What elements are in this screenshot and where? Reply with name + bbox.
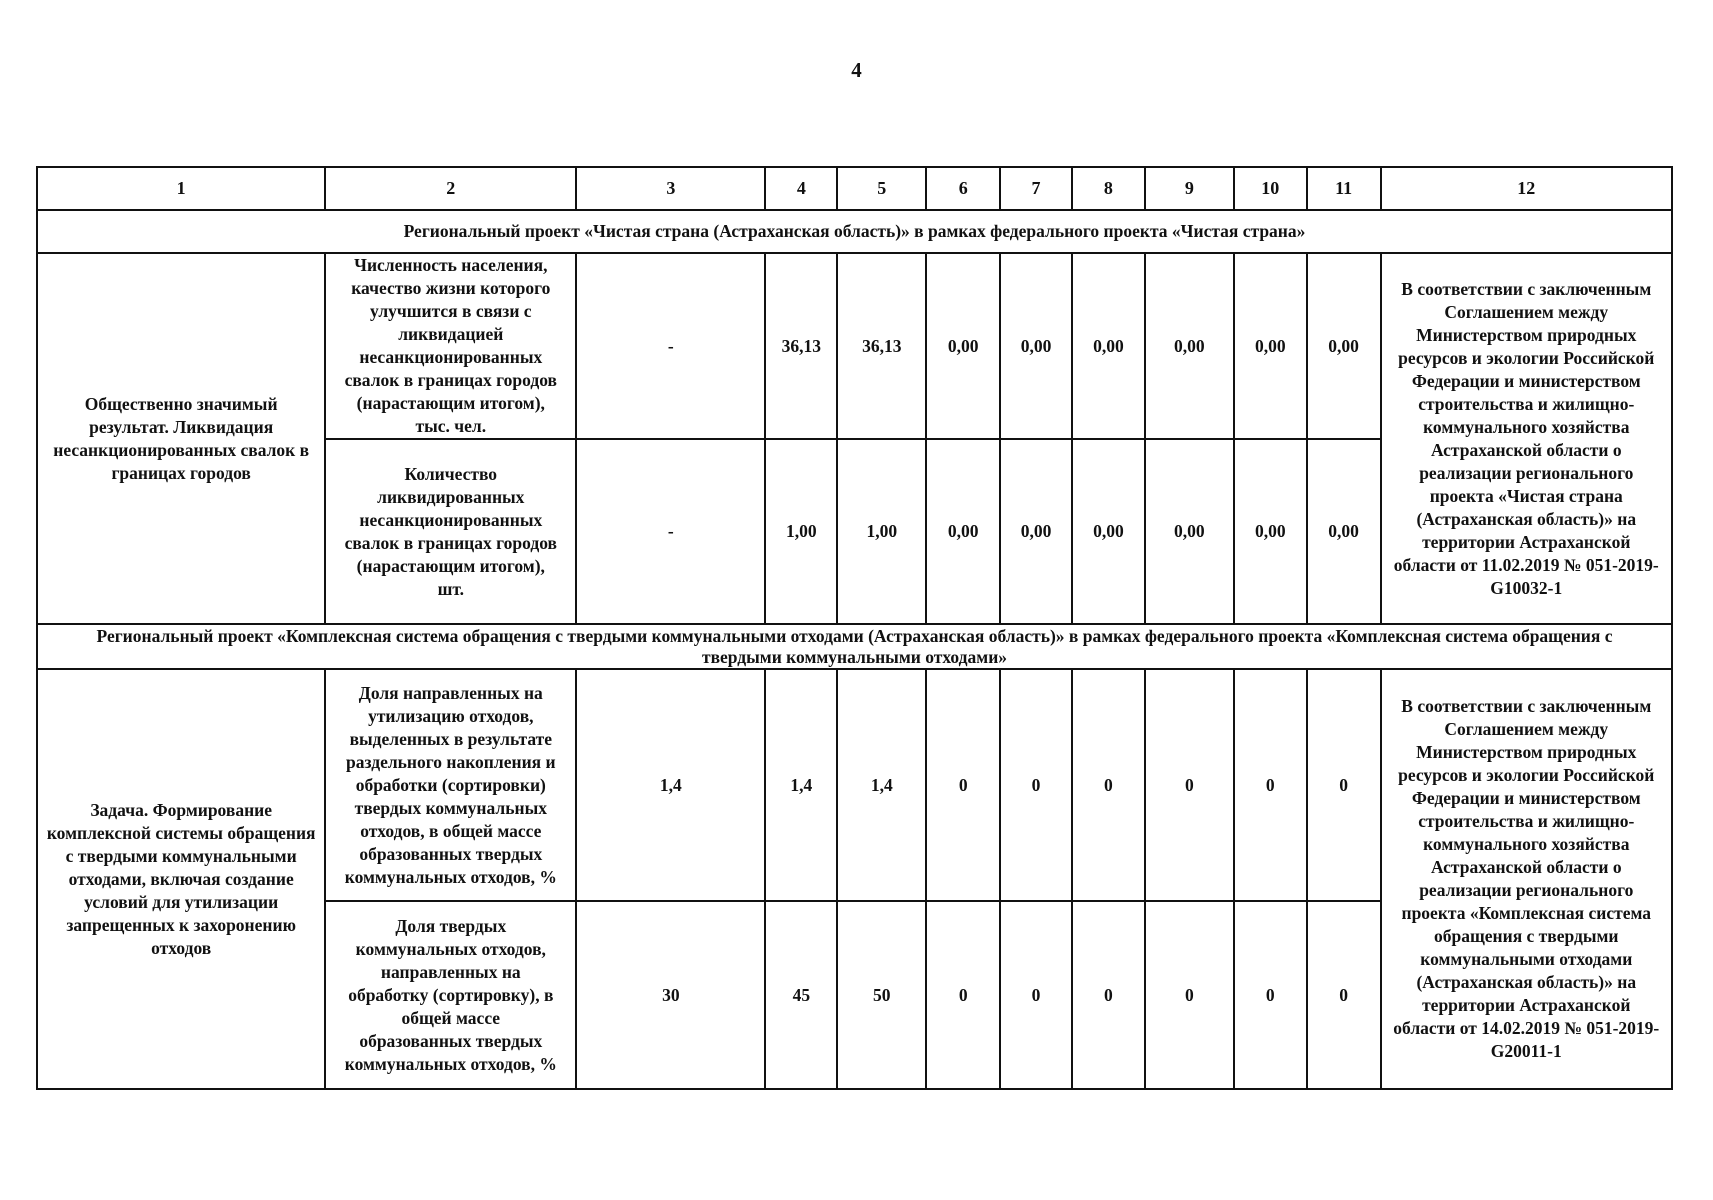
column-header: 3: [576, 167, 765, 210]
value-cell: 0: [926, 669, 1000, 901]
indicator-cell: Количество ликвидированных несанкционированных свалок в границах городов (нарастающим итогом), шт.: [325, 439, 576, 624]
project-title-row: [37, 624, 1672, 669]
indicator-cell: Доля твердых коммунальных отходов, направленных на обработку (сортировку), в общей массе образованных твердых коммунальных отходов, %: [325, 901, 576, 1089]
value-cell: 0: [1234, 669, 1307, 901]
column-header: 8: [1072, 167, 1145, 210]
value-cell: 0,00: [1234, 439, 1307, 624]
indicator-cell: Доля направленных на утилизацию отходов, выделенных в результате раздельного накопления и обработки (сортировки) твердых коммунальных отходов, в общей массе образованных твердых коммунальных отходов, %: [325, 669, 576, 901]
value-cell: 1,00: [765, 439, 837, 624]
column-header: 4: [765, 167, 837, 210]
column-header: 5: [837, 167, 926, 210]
result-cell: Общественно значимый результат. Ликвидация несанкционированных свалок в границах городов: [37, 253, 325, 624]
value-cell: 0,00: [1307, 253, 1381, 439]
value-cell: 0: [1145, 669, 1234, 901]
value-cell: 0: [1072, 901, 1145, 1089]
value-cell: 0,00: [1234, 253, 1307, 439]
task-cell: Задача. Формирование комплексной системы обращения с твердыми коммунальными отходами, включая создание условий для утилизации запрещенных к захоронению отходов: [37, 669, 325, 1089]
value-cell: 36,13: [837, 253, 926, 439]
table-row: [37, 253, 1672, 439]
table-header-row: [37, 167, 1672, 210]
column-header: 11: [1307, 167, 1381, 210]
value-cell: 0: [1000, 669, 1072, 901]
value-cell: 0,00: [926, 439, 1000, 624]
value-cell: 0,00: [1307, 439, 1381, 624]
value-cell: 1,4: [576, 669, 765, 901]
project-title: Региональный проект «Чистая страна (Астраханская область)» в рамках федерального проекта «Чистая страна»: [37, 210, 1672, 253]
value-cell: 36,13: [765, 253, 837, 439]
value-cell: 0: [1234, 901, 1307, 1089]
value-cell: 1,4: [837, 669, 926, 901]
column-header: 9: [1145, 167, 1234, 210]
value-cell: 0,00: [926, 253, 1000, 439]
value-cell: 1,00: [837, 439, 926, 624]
value-cell: 0: [1307, 901, 1381, 1089]
value-cell: 30: [576, 901, 765, 1089]
value-cell: -: [576, 253, 765, 439]
value-cell: 50: [837, 901, 926, 1089]
column-header: 2: [325, 167, 576, 210]
indicator-cell: Численность населения, качество жизни которого улучшится в связи с ликвидацией несанкционированных свалок в границах городов (нарастающим итогом), тыс. чел.: [325, 253, 576, 439]
value-cell: 0,00: [1072, 439, 1145, 624]
value-cell: -: [576, 439, 765, 624]
basis-cell: В соответствии с заключенным Соглашением между Министерством природных ресурсов и экологии Российской Федерации и министерством строительства и жилищно-коммунального хозяйства Астраханской области о реализации регионального проекта «Чистая страна (Астраханская область)» на территории Астраханской области от 11.02.2019 № 051-2019-G10032-1: [1381, 253, 1672, 624]
value-cell: 0,00: [1000, 439, 1072, 624]
table-row: [37, 669, 1672, 901]
column-header: 6: [926, 167, 1000, 210]
value-cell: 1,4: [765, 669, 837, 901]
column-header: 12: [1381, 167, 1672, 210]
value-cell: 0,00: [1000, 253, 1072, 439]
value-cell: 0,00: [1145, 253, 1234, 439]
indicators-table: [36, 166, 1673, 1090]
basis-cell: В соответствии с заключенным Соглашением между Министерством природных ресурсов и экологии Российской Федерации и министерством строительства и жилищно-коммунального хозяйства Астраханской области о реализации регионального проекта «Комплексная система обращения с твердыми коммунальными отходами (Астраханская область)» на территории Астраханской области от 14.02.2019 № 051-2019-G20011-1: [1381, 669, 1672, 1089]
value-cell: 0: [1307, 669, 1381, 901]
project-title-row: [37, 210, 1672, 253]
page-number: 4: [851, 58, 862, 82]
project-title: Региональный проект «Комплексная система обращения с твердыми коммунальными отходами (Астраханская область)» в рамках федерального проекта «Комплексная система обращения с твердыми коммунальными отходами»: [37, 624, 1672, 669]
column-header: 7: [1000, 167, 1072, 210]
value-cell: 0: [1145, 901, 1234, 1089]
value-cell: 0: [1072, 669, 1145, 901]
value-cell: 0: [1000, 901, 1072, 1089]
value-cell: 45: [765, 901, 837, 1089]
column-header: 1: [37, 167, 325, 210]
value-cell: 0,00: [1072, 253, 1145, 439]
value-cell: 0: [926, 901, 1000, 1089]
column-header: 10: [1234, 167, 1307, 210]
value-cell: 0,00: [1145, 439, 1234, 624]
